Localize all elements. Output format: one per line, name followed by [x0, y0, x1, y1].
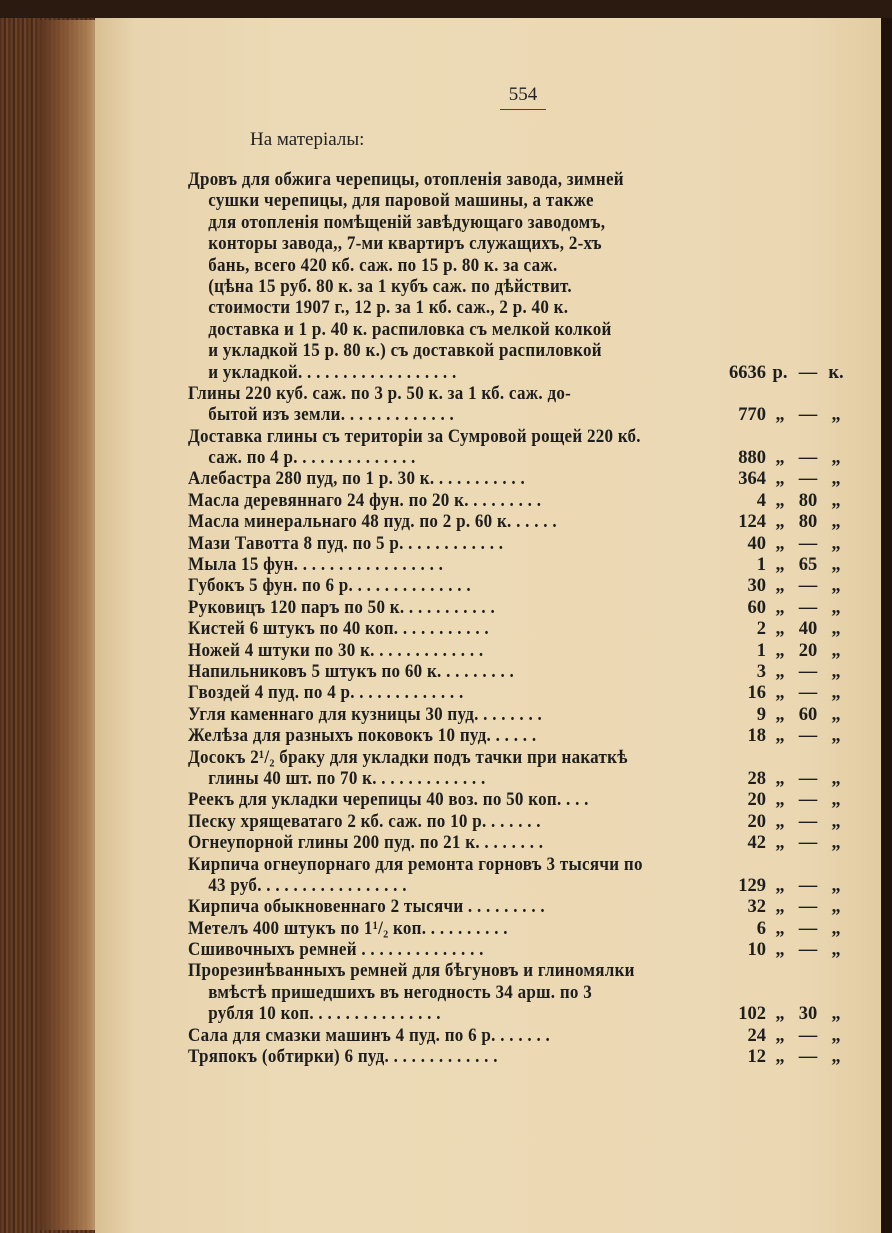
expense-item	[188, 512, 848, 533]
item-rubles-unit: „	[775, 405, 785, 426]
expense-item	[188, 940, 848, 961]
expense-item	[188, 384, 848, 427]
item-kopeks-unit: „	[831, 597, 841, 618]
item-text-line: Кирпича огнеупорнаго для ремонта горновъ 3 тысячи по	[188, 854, 643, 875]
item-kopeks: —	[798, 683, 818, 704]
item-rubles: 42	[747, 833, 766, 854]
item-text-line: Гвоздей 4 пуд. по 4 р. . . . . . . . . . . . .	[188, 683, 464, 704]
item-rubles: 12	[747, 1047, 766, 1068]
item-rubles: 2	[756, 619, 766, 640]
item-kopeks-unit: „	[831, 619, 841, 640]
item-kopeks-unit: „	[831, 1004, 841, 1025]
item-kopeks: 20	[798, 640, 818, 661]
item-rubles-unit: „	[775, 790, 785, 811]
item-kopeks-unit: „	[831, 1047, 841, 1068]
item-text-line: конторы завода,, 7-ми квартиръ служащихъ, 2-хъ	[208, 234, 602, 255]
expense-item	[188, 170, 848, 384]
item-kopeks: —	[798, 448, 818, 469]
item-text-line: Песку хрящеватаго 2 кб. саж. по 10 р. . . . . . .	[188, 811, 541, 832]
item-text-line: глины 40 шт. по 70 к. . . . . . . . . . . . .	[208, 768, 486, 789]
expense-item	[188, 555, 848, 576]
item-rubles: 6	[756, 918, 766, 939]
item-rubles: 129	[738, 875, 766, 896]
expense-item	[188, 961, 848, 1025]
expense-item	[188, 919, 848, 940]
item-rubles-unit: „	[775, 490, 785, 511]
item-rubles: 20	[747, 811, 766, 832]
item-kopeks: —	[798, 533, 818, 554]
item-rubles: 364	[738, 469, 766, 490]
item-text-line: и укладкой 15 р. 80 к.) съ доставкой распиловкой	[208, 341, 602, 362]
item-rubles-unit: „	[775, 768, 785, 789]
expense-item	[188, 897, 848, 918]
item-kopeks: 30	[798, 1004, 818, 1025]
item-text-line: Сала для смазки машинъ 4 пуд. по 6 р. . . . . . .	[188, 1025, 551, 1046]
item-text-line: Доставка глины съ територіи за Сумровой рощей 220 кб.	[188, 426, 641, 447]
item-kopeks-unit: „	[831, 640, 841, 661]
item-rubles-unit: „	[775, 833, 785, 854]
expense-item	[188, 812, 848, 833]
item-rubles: 10	[747, 940, 766, 961]
item-text-line: Алебастра 280 пуд, по 1 р. 30 к. . . . . . . . . . .	[188, 469, 526, 490]
item-rubles: 24	[747, 1025, 766, 1046]
section-title: На матеріалы:	[250, 129, 365, 150]
item-rubles-unit: „	[775, 1047, 785, 1068]
item-kopeks: —	[798, 726, 818, 747]
item-text-line: Дровъ для обжига черепицы, отопленія завода, зимней	[188, 170, 624, 190]
expense-item	[188, 662, 848, 683]
item-rubles-unit: „	[775, 940, 785, 961]
item-kopeks: —	[798, 875, 818, 896]
item-kopeks: —	[798, 768, 818, 789]
item-rubles: 102	[738, 1004, 766, 1025]
expense-item	[188, 855, 848, 898]
item-text-line: Желѣза для разныхъ поковокъ 10 пуд. . . . . .	[188, 726, 537, 747]
expense-item	[188, 427, 848, 470]
item-rubles: 3	[756, 661, 766, 682]
item-text-line: Сшивочныхъ ремней . . . . . . . . . . . . . .	[188, 940, 484, 961]
item-kopeks-unit: „	[831, 940, 841, 961]
top-edge	[0, 0, 892, 18]
item-kopeks: 60	[798, 704, 818, 725]
item-kopeks: —	[798, 1025, 818, 1046]
item-kopeks-unit: „	[831, 683, 841, 704]
item-text-line: рубля 10 коп. . . . . . . . . . . . . . .	[208, 1004, 441, 1025]
item-kopeks-unit: „	[831, 918, 841, 939]
item-text-line: и укладкой. . . . . . . . . . . . . . . . . .	[208, 362, 457, 383]
item-kopeks-unit: „	[831, 661, 841, 682]
item-kopeks-unit: „	[831, 897, 841, 918]
item-rubles-unit: „	[775, 683, 785, 704]
item-rubles-unit: „	[775, 661, 785, 682]
item-text-line: Огнеупорной глины 200 пуд. по 21 к. . . . . . . .	[188, 833, 544, 854]
item-kopeks-unit: „	[831, 490, 841, 511]
item-rubles: 60	[747, 597, 766, 618]
item-rubles: 6636	[729, 362, 766, 383]
item-rubles-unit: „	[775, 811, 785, 832]
item-rubles-unit: „	[775, 597, 785, 618]
page-stack-edge	[40, 20, 100, 1230]
item-rubles: 1	[756, 555, 766, 576]
item-kopeks: —	[798, 833, 818, 854]
item-text-line: Мази Тавотта 8 пуд. по 5 р. . . . . . . . . . . .	[188, 533, 504, 554]
item-kopeks-unit: „	[831, 555, 841, 576]
item-kopeks-unit: „	[831, 790, 841, 811]
item-kopeks-unit: „	[831, 811, 841, 832]
expense-list	[188, 170, 848, 1068]
expense-item	[188, 790, 848, 811]
item-text-line: Губокъ 5 фун. по 6 р. . . . . . . . . . . . . .	[188, 576, 471, 597]
item-kopeks: —	[798, 469, 818, 490]
item-text-line: стоимости 1907 г., 12 р. за 1 кб. саж., 2 р. 40 к.	[208, 298, 569, 319]
expense-item	[188, 1026, 848, 1047]
item-rubles-unit: „	[775, 533, 785, 554]
item-rubles: 40	[747, 533, 766, 554]
item-text-line: Метелъ 400 штукъ по 1¹/₂ коп. . . . . . . . . .	[188, 918, 508, 939]
item-kopeks-unit: к.	[828, 362, 844, 383]
page-number: 554	[500, 84, 546, 110]
item-text-line: Мыла 15 фун. . . . . . . . . . . . . . . . .	[188, 555, 444, 576]
item-rubles-unit: „	[775, 640, 785, 661]
item-rubles: 1	[756, 640, 766, 661]
item-text-line: Кистей 6 штукъ по 40 коп. . . . . . . . . . .	[188, 619, 489, 640]
item-text-line: Масла минеральнаго 48 пуд. по 2 р. 60 к. . . . . .	[188, 512, 557, 533]
item-text-line: для отопленія помѣщеній завѣдующаго заводомъ,	[208, 212, 606, 233]
item-kopeks: —	[798, 597, 818, 618]
item-text-line: сушки черепицы, для паровой машины, а также	[208, 191, 594, 212]
item-kopeks-unit: „	[831, 875, 841, 896]
item-text-line: Прорезинѣванныхъ ремней для бѣгуновъ и глиномялки	[188, 961, 635, 982]
item-rubles-unit: „	[775, 918, 785, 939]
item-text-line: Руковицъ 120 паръ по 50 к. . . . . . . . . . .	[188, 597, 496, 618]
item-text-line: бань, всего 420 кб. саж. по 15 р. 80 к. за саж.	[208, 255, 558, 276]
item-kopeks-unit: „	[831, 576, 841, 597]
item-kopeks: —	[798, 362, 818, 383]
item-text-line: бытой изъ земли. . . . . . . . . . . . .	[208, 405, 455, 426]
item-rubles: 16	[747, 683, 766, 704]
item-kopeks: 80	[798, 512, 818, 533]
item-kopeks: —	[798, 811, 818, 832]
item-rubles: 4	[756, 490, 766, 511]
item-text-line: саж. по 4 р. . . . . . . . . . . . . .	[208, 448, 416, 469]
item-rubles-unit: „	[775, 875, 785, 896]
item-text-line: Угля каменнаго для кузницы 30 пуд. . . . . . . .	[188, 704, 543, 725]
item-rubles-unit: „	[775, 704, 785, 725]
item-text-line: (цѣна 15 руб. 80 к. за 1 кубъ саж. по дѣйствит.	[208, 276, 572, 297]
item-kopeks: —	[798, 661, 818, 682]
item-rubles-unit: „	[775, 576, 785, 597]
item-rubles-unit: „	[775, 1004, 785, 1025]
item-text-line: Ножей 4 штуки по 30 к. . . . . . . . . . . . .	[188, 640, 484, 661]
item-kopeks-unit: „	[831, 1025, 841, 1046]
item-kopeks-unit: „	[831, 768, 841, 789]
item-text-line: Глины 220 куб. саж. по 3 р. 50 к. за 1 кб. саж. до-	[188, 383, 572, 404]
expense-item	[188, 598, 848, 619]
item-kopeks: 65	[798, 555, 818, 576]
item-kopeks: —	[798, 918, 818, 939]
item-kopeks: —	[798, 1047, 818, 1068]
expense-item	[188, 705, 848, 726]
item-kopeks: —	[798, 405, 818, 426]
item-kopeks-unit: „	[831, 833, 841, 854]
expense-item	[188, 576, 848, 597]
item-rubles-unit: „	[775, 469, 785, 490]
item-rubles: 124	[738, 512, 766, 533]
item-text-line: вмѣстѣ пришедшихъ въ негодность 34 арш. по 3	[208, 982, 593, 1003]
expense-item	[188, 641, 848, 662]
item-rubles-unit: „	[775, 897, 785, 918]
expense-item	[188, 534, 848, 555]
item-rubles-unit: „	[775, 555, 785, 576]
item-kopeks: —	[798, 576, 818, 597]
item-text-line: 43 руб. . . . . . . . . . . . . . . . .	[208, 875, 407, 896]
item-rubles-unit: „	[775, 512, 785, 533]
item-rubles: 9	[756, 704, 766, 725]
item-rubles: 770	[738, 405, 766, 426]
item-kopeks-unit: „	[831, 512, 841, 533]
expense-item	[188, 491, 848, 512]
item-rubles: 30	[747, 576, 766, 597]
item-kopeks: —	[798, 897, 818, 918]
item-rubles: 18	[747, 726, 766, 747]
expense-item	[188, 748, 848, 791]
expense-item	[188, 833, 848, 854]
expense-item	[188, 619, 848, 640]
item-kopeks: —	[798, 790, 818, 811]
item-rubles-unit: „	[775, 1025, 785, 1046]
item-kopeks-unit: „	[831, 469, 841, 490]
item-rubles: 20	[747, 790, 766, 811]
expense-item	[188, 469, 848, 490]
item-kopeks: 80	[798, 490, 818, 511]
item-kopeks: 40	[798, 619, 818, 640]
item-kopeks-unit: „	[831, 726, 841, 747]
item-kopeks-unit: „	[831, 448, 841, 469]
item-kopeks-unit: „	[831, 405, 841, 426]
item-kopeks: —	[798, 940, 818, 961]
expense-item	[188, 683, 848, 704]
item-text-line: Напильниковъ 5 штукъ по 60 к. . . . . . . . .	[188, 661, 515, 682]
item-text-line: доставка и 1 р. 40 к. распиловка съ мелкой колкой	[208, 319, 612, 340]
expense-item	[188, 726, 848, 747]
expense-item	[188, 1047, 848, 1068]
item-text-line: Тряпокъ (обтирки) 6 пуд. . . . . . . . . . . . .	[188, 1047, 498, 1068]
right-edge	[881, 0, 892, 1233]
item-kopeks-unit: „	[831, 704, 841, 725]
item-text-line: Кирпича обыкновеннаго 2 тысячи . . . . . . . . .	[188, 897, 545, 918]
item-rubles: 28	[747, 768, 766, 789]
item-rubles-unit: „	[775, 726, 785, 747]
item-rubles: 880	[738, 448, 766, 469]
item-text-line: Досокъ 2¹/₂ браку для укладки подъ тачки при накаткѣ	[188, 747, 628, 768]
item-rubles-unit: р.	[772, 362, 788, 383]
item-text-line: Реекъ для укладки черепицы 40 воз. по 50 коп. . . .	[188, 790, 589, 811]
item-rubles: 32	[747, 897, 766, 918]
item-text-line: Масла деревяннаго 24 фун. по 20 к. . . . . . . . .	[188, 490, 542, 511]
item-rubles-unit: „	[775, 448, 785, 469]
item-kopeks-unit: „	[831, 533, 841, 554]
item-rubles-unit: „	[775, 619, 785, 640]
